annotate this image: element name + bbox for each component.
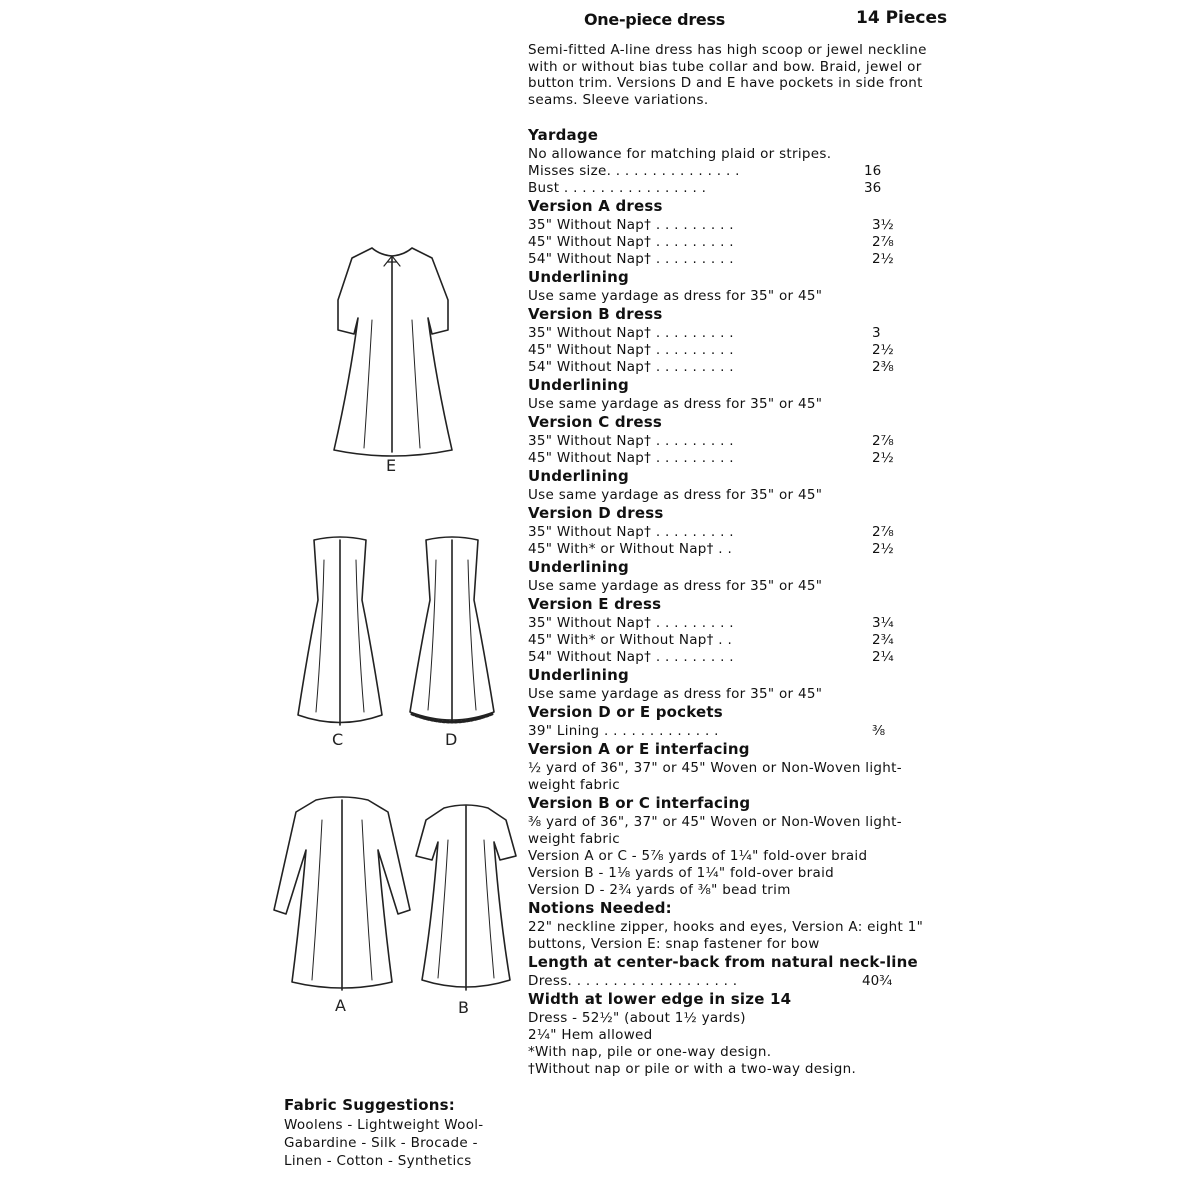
yardage-value: 2⅞: [872, 433, 894, 449]
fabric-suggestions: [284, 1096, 514, 1170]
spec-text: ½ yard of 36", 37" or 45" Woven or Non-Woven light-: [528, 760, 902, 776]
yardage-label: 54" Without Nap† . . . . . . . . .: [528, 649, 734, 665]
section-heading: Notions Needed:: [528, 899, 672, 917]
figure-label-d: D: [445, 730, 458, 749]
yardage-value: 2½: [872, 450, 894, 466]
yardage-value: 2½: [872, 251, 894, 267]
spec-text: Version D - 2¾ yards of ⅜" bead trim: [528, 882, 791, 898]
yardage-row: [528, 433, 948, 451]
section-heading: Width at lower edge in size 14: [528, 990, 792, 1008]
section-heading: Version C dress: [528, 413, 663, 431]
section-heading: Version D or E pockets: [528, 703, 723, 721]
section-heading: Version B dress: [528, 305, 663, 323]
yardage-value: 2½: [872, 342, 894, 358]
spec-text: Use same yardage as dress for 35" or 45": [528, 396, 823, 412]
yardage-label: 54" Without Nap† . . . . . . . . .: [528, 251, 734, 267]
yardage-label: 39" Lining . . . . . . . . . . . . .: [528, 723, 719, 739]
yardage-label: 35" Without Nap† . . . . . . . . .: [528, 524, 734, 540]
yardage-row: [528, 723, 948, 741]
section-heading: Version D dress: [528, 504, 664, 522]
yardage-label: Misses size. . . . . . . . . . . . . . .: [528, 163, 740, 179]
yardage-row: [528, 632, 948, 650]
dress-d-icon: [410, 537, 494, 722]
yardage-label: 35" Without Nap† . . . . . . . . .: [528, 325, 734, 341]
yardage-value: 16: [864, 163, 882, 179]
spec-text: 2¼" Hem allowed: [528, 1027, 653, 1043]
yardage-label: 35" Without Nap† . . . . . . . . .: [528, 615, 734, 631]
section-heading: Version B or C interfacing: [528, 794, 751, 812]
section-heading: Version A or E interfacing: [528, 740, 750, 758]
dress-b-icon: [416, 805, 516, 990]
yardage-label: 45" With* or Without Nap† . .: [528, 632, 733, 648]
yardage-row: [528, 342, 948, 360]
fabric-title: Fabric Suggestions:: [284, 1096, 455, 1114]
yardage-row: [528, 359, 948, 377]
yardage-label: 35" Without Nap† . . . . . . . . .: [528, 433, 734, 449]
spec-text: Version B - 1⅛ yards of 1¼" fold-over braid: [528, 865, 835, 881]
yardage-row: [528, 541, 948, 559]
description-line: seams. Sleeve variations.: [528, 91, 709, 108]
spec-text: ⅜ yard of 36", 37" or 45" Woven or Non-Woven light-: [528, 814, 902, 830]
section-heading: Version E dress: [528, 595, 662, 613]
section-heading: Underlining: [528, 666, 629, 684]
yardage-value: 2¾: [872, 632, 894, 648]
yardage-row: [528, 615, 948, 633]
yardage-value: ⅜: [872, 723, 886, 739]
fabric-line: Linen - Cotton - Synthetics: [284, 1153, 472, 1169]
dress-e-icon: [334, 248, 452, 456]
section-heading: Underlining: [528, 268, 629, 286]
fabric-line: Gabardine - Silk - Brocade -: [284, 1135, 478, 1151]
yardage-row: [528, 524, 948, 542]
yardage-value: 3¼: [872, 615, 894, 631]
dress-c-icon: [298, 537, 382, 725]
description-line: Semi-fitted A-line dress has high scoop or jewel neckline: [528, 42, 927, 58]
yardage-row: [528, 649, 948, 667]
yardage-label: Dress. . . . . . . . . . . . . . . . . . .: [528, 973, 738, 989]
spec-text: Use same yardage as dress for 35" or 45": [528, 487, 823, 503]
spec-text: Use same yardage as dress for 35" or 45": [528, 686, 823, 702]
yardage-value: 2⅜: [872, 359, 894, 375]
pattern-title: One-piece dress: [584, 10, 725, 29]
description-line: button trim. Versions D and E have pockets in side front: [528, 75, 923, 91]
yardage-row: [528, 251, 948, 269]
figure-label-c: C: [332, 730, 344, 749]
spec-text: weight fabric: [528, 777, 621, 793]
yardage-row: [528, 234, 948, 252]
yardage-value: 2½: [872, 541, 894, 557]
spec-text: buttons, Version E: snap fastener for bow: [528, 936, 820, 952]
yardage-value: 2⅞: [872, 234, 894, 250]
yardage-label: 45" Without Nap† . . . . . . . . .: [528, 234, 734, 250]
yardage-row: [528, 217, 948, 235]
yardage-value: 3: [872, 325, 881, 341]
description: [528, 42, 948, 108]
yardage-value: 3½: [872, 217, 894, 233]
yardage-row: [528, 180, 948, 198]
yardage-row: [528, 973, 948, 991]
figure-label-b: B: [458, 998, 469, 1017]
spec-text: Dress - 52½" (about 1½ yards): [528, 1010, 746, 1026]
section-heading: Version A dress: [528, 197, 663, 215]
yardage-row: [528, 325, 948, 343]
section-heading: Length at center-back from natural neck-line: [528, 953, 918, 971]
description-line: with or without bias tube collar and bow. Braid, jewel or: [528, 58, 922, 75]
yardage-row: [528, 163, 948, 181]
yardage-value: 2¼: [872, 649, 894, 665]
spec-text: Use same yardage as dress for 35" or 45": [528, 578, 823, 594]
spec-text: Version A or C - 5⅞ yards of 1¼" fold-over braid: [528, 848, 868, 864]
yardage-label: 45" Without Nap† . . . . . . . . .: [528, 450, 734, 466]
figure-label-a: A: [335, 996, 346, 1015]
spec-text: *With nap, pile or one-way design.: [528, 1044, 772, 1060]
figure-label-e: E: [386, 456, 397, 475]
dress-illustrations: [0, 0, 520, 1060]
yardage-value: 40¾: [862, 973, 893, 989]
spec-text: †Without nap or pile or with a two-way design.: [528, 1061, 857, 1077]
yardage-label: 45" Without Nap† . . . . . . . . .: [528, 342, 734, 358]
yardage-value: 36: [864, 180, 882, 196]
yardage-label: Bust . . . . . . . . . . . . . . . .: [528, 180, 707, 196]
yardage-label: 45" With* or Without Nap† . .: [528, 541, 733, 557]
spec-text: No allowance for matching plaid or stripes.: [528, 146, 832, 162]
pieces-count: 14 Pieces: [856, 8, 948, 28]
spec-text: 22" neckline zipper, hooks and eyes, Version A: eight 1": [528, 919, 924, 935]
section-heading: Underlining: [528, 558, 629, 576]
section-heading: Underlining: [528, 467, 629, 485]
spec-text: weight fabric: [528, 831, 621, 847]
yardage-label: 35" Without Nap† . . . . . . . . .: [528, 217, 734, 233]
yardage-value: 2⅞: [872, 524, 894, 540]
section-heading: Underlining: [528, 376, 629, 394]
yardage-row: [528, 450, 948, 468]
spec-text: Use same yardage as dress for 35" or 45": [528, 288, 823, 304]
section-heading: Yardage: [528, 126, 599, 144]
fabric-line: Woolens - Lightweight Wool-: [284, 1117, 484, 1133]
yardage-label: 54" Without Nap† . . . . . . . . .: [528, 359, 734, 375]
dress-a-icon: [274, 797, 410, 990]
